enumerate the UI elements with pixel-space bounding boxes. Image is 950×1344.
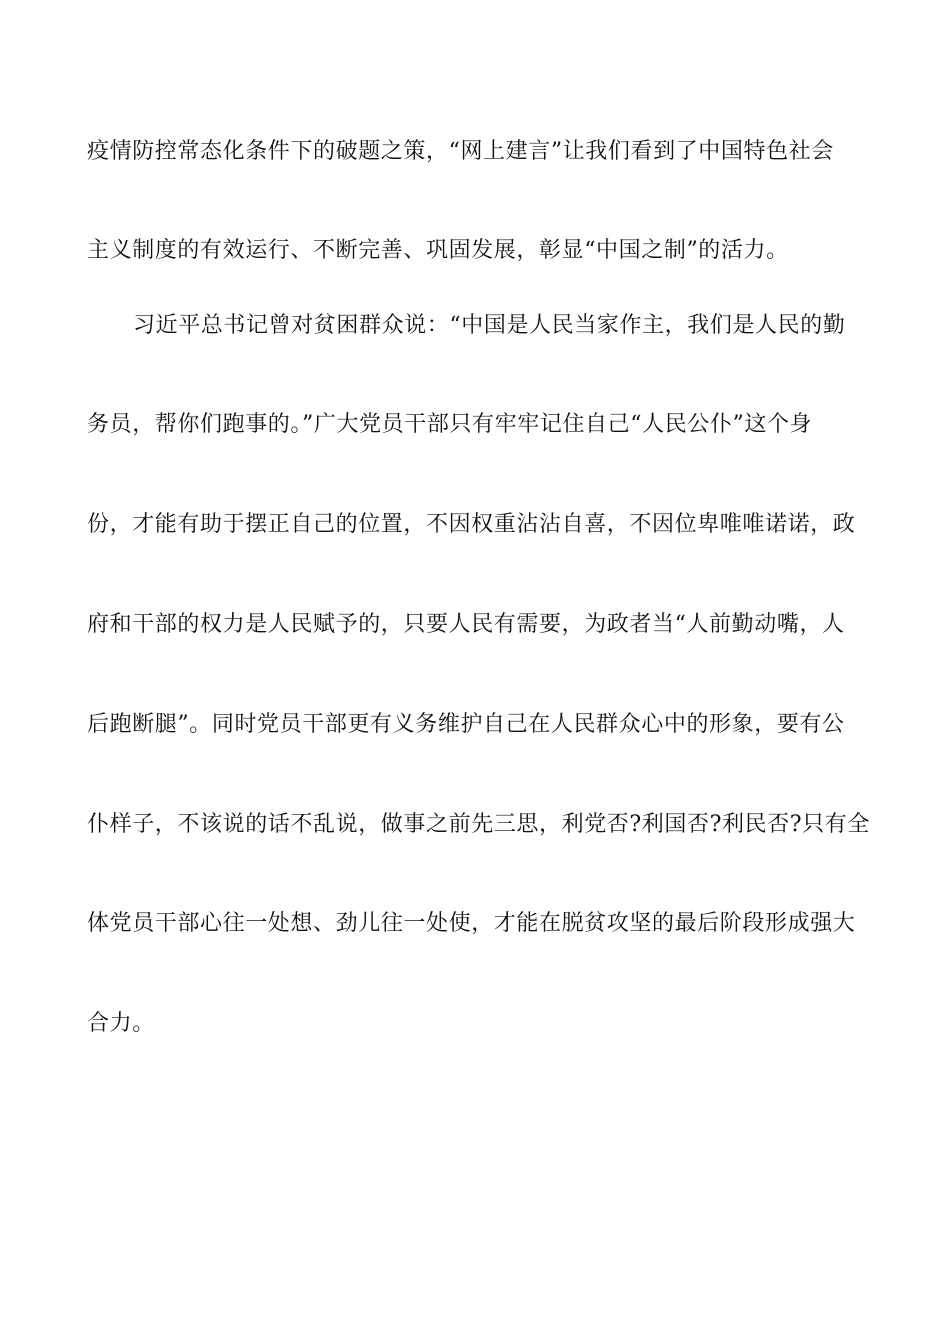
paragraph-2-line-4: 府和干部的权力是人民赋予的，只要人民有需要，为政者当“人前勤动嘴，人	[87, 612, 845, 637]
paragraph-2-line-6: 仆样子，不该说的话不乱说，做事之前先三思，利党否?利国否?利民否?只有全	[87, 812, 870, 837]
paragraph-1-line-2: 主义制度的有效运行、不断完善、巩固发展，彰显“中国之制”的活力。	[87, 238, 789, 263]
paragraph-1-line-1: 疫情防控常态化条件下的破题之策，“网上建言”让我们看到了中国特色社会	[87, 139, 834, 164]
paragraph-2-line-5: 后跑断腿”。同时党员干部更有义务维护自己在人民群众心中的形象，要有公	[87, 712, 845, 737]
paragraph-2-line-8: 合力。	[87, 1011, 155, 1036]
paragraph-2-line-7: 体党员干部心往一处想、劲儿往一处使，才能在脱贫攻坚的最后阶段形成强大	[87, 911, 856, 936]
paragraph-2-line-1: 习近平总书记曾对贫困群众说：“中国是人民当家作主，我们是人民的勤	[133, 313, 846, 338]
paragraph-2-line-3: 份，才能有助于摆正自己的位置，不因权重沾沾自喜，不因位卑唯唯诺诺，政	[87, 512, 856, 537]
paragraph-2-line-2: 务员，帮你们跑事的。”广大党员干部只有牢牢记住自己“人民公仆”这个身	[87, 412, 813, 437]
